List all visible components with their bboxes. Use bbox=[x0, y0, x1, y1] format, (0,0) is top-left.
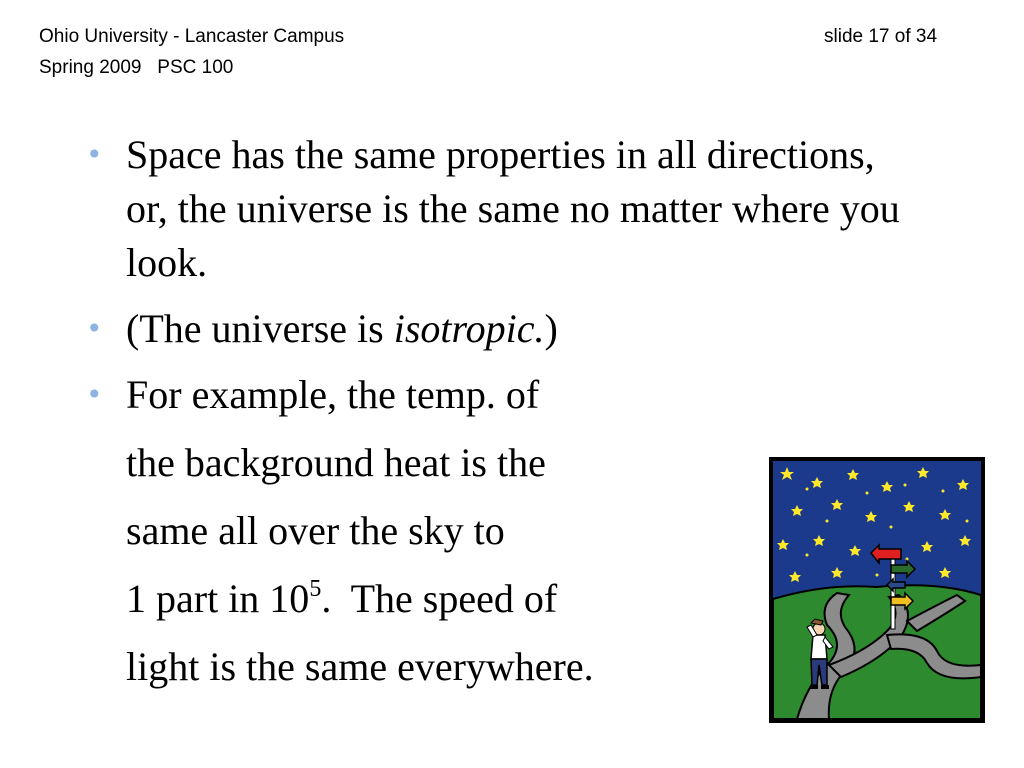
bullet-isotropic-note bbox=[86, 302, 966, 356]
course-header: Spring 2009 PSC 100 bbox=[39, 57, 234, 78]
ratio-exponent: 5 bbox=[309, 576, 322, 602]
bullet-isotropy-definition bbox=[86, 128, 966, 290]
ratio-prefix: 1 part in 10 bbox=[126, 576, 310, 621]
continuation-line: light is the same everywhere. bbox=[126, 644, 594, 689]
bullet-text-prefix: (The universe is bbox=[126, 306, 394, 351]
ratio-suffix: . The speed of bbox=[321, 576, 558, 621]
night-sky-signpost-traveler-icon bbox=[767, 455, 987, 725]
bullet-dot-icon: • bbox=[86, 138, 103, 171]
continuation-line: same all over the sky to bbox=[126, 508, 505, 553]
continuation-line: the background heat is the bbox=[126, 440, 546, 485]
night-sky bbox=[773, 461, 981, 599]
slide-counter: slide 17 of 34 bbox=[824, 26, 938, 47]
bullet-dot-icon: • bbox=[86, 378, 103, 411]
bullet-example bbox=[86, 368, 966, 422]
bullet-text: For example, the temp. of bbox=[126, 372, 540, 417]
institution-header: Ohio University - Lancaster Campus bbox=[39, 26, 345, 47]
bullet-dot-icon: • bbox=[86, 312, 103, 345]
isotropic-term: isotropic. bbox=[393, 306, 545, 351]
bullet-text: Space has the same properties in all directions, or, the universe is the same no matter where you look. bbox=[126, 132, 900, 285]
bullet-text-suffix: ) bbox=[544, 306, 558, 351]
